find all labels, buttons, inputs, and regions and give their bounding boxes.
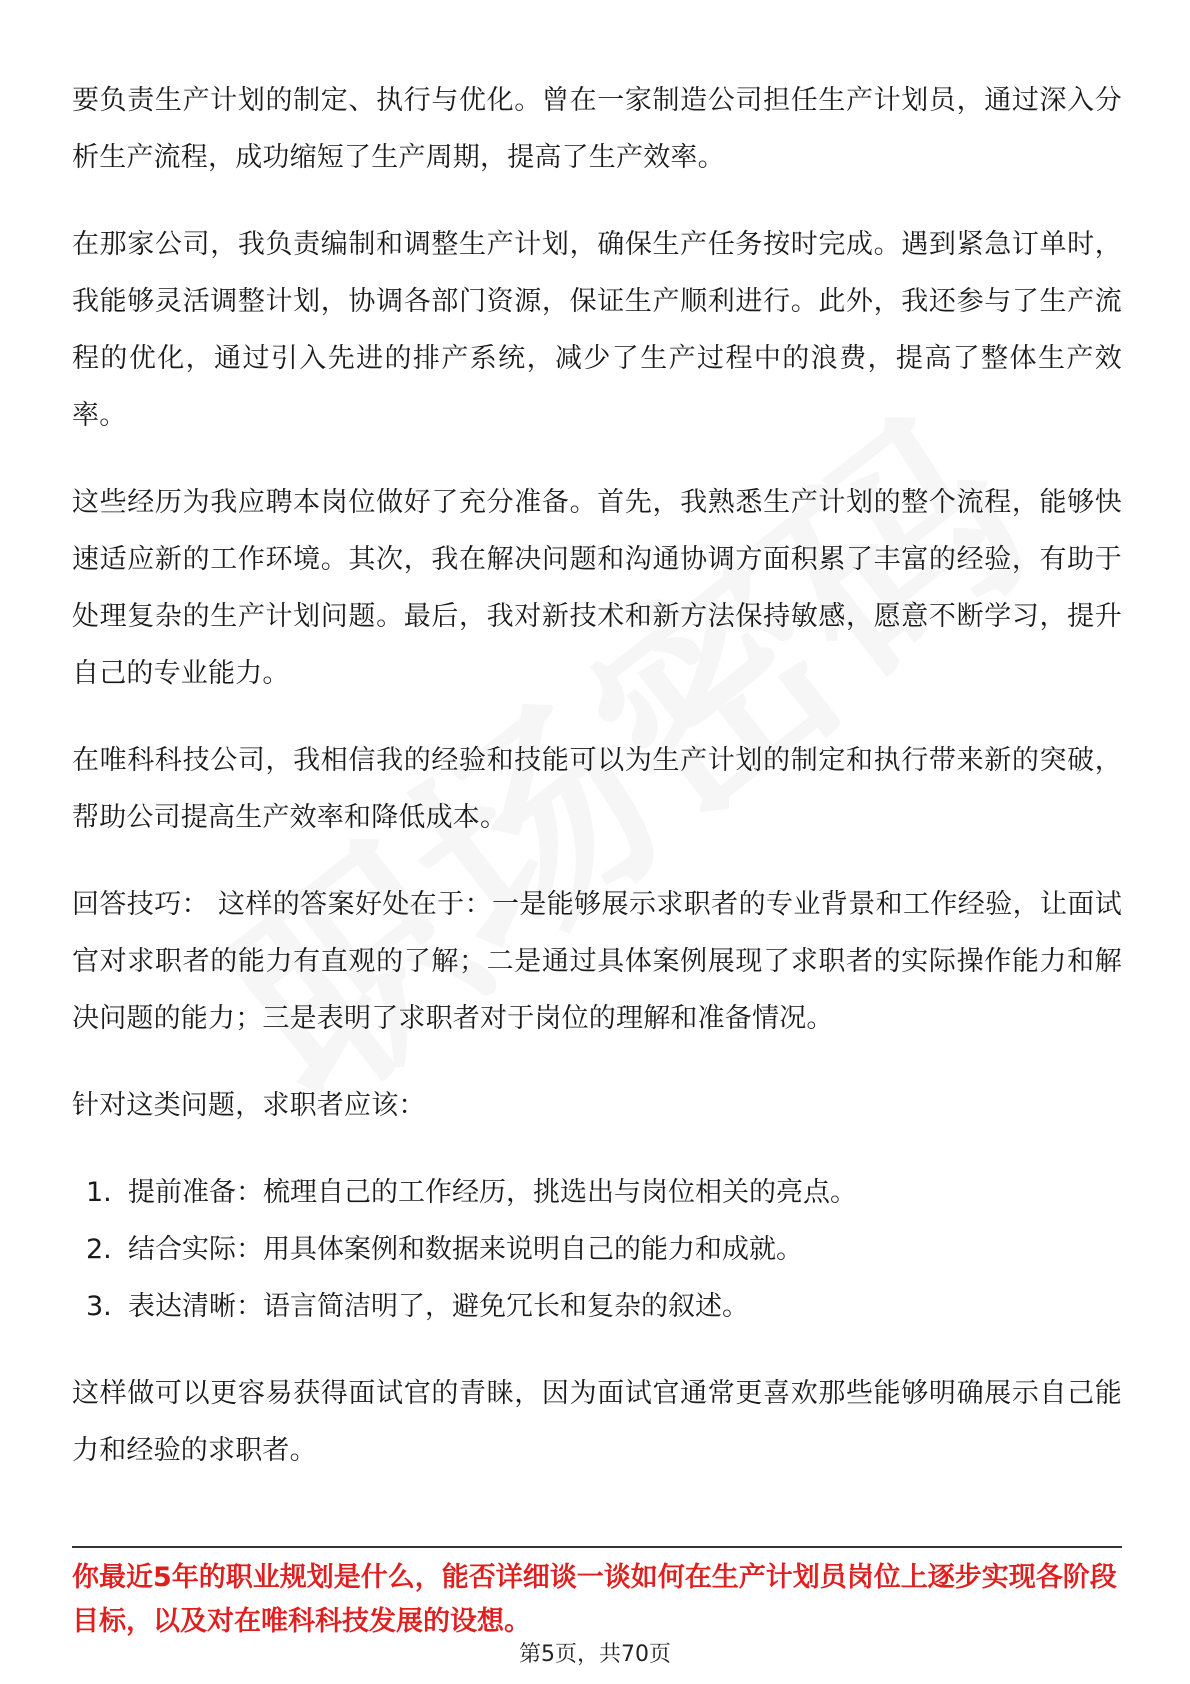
list-item-number: 3.	[86, 1291, 112, 1322]
page-number-footer: 第5页，共70页	[519, 1642, 671, 1667]
list-item-text: 提前准备：梳理自己的工作经历，挑选出与岗位相关的亮点。	[128, 1177, 857, 1208]
list-item	[72, 1278, 1122, 1335]
list-item-text: 结合实际：用具体案例和数据来说明自己的能力和成就。	[128, 1234, 803, 1265]
list-item	[72, 1164, 1122, 1221]
section-divider	[72, 1546, 1122, 1548]
paragraph-experience-intro: 要负责生产计划的制定、执行与优化。曾在一家制造公司担任生产计划员，通过深入分析生产流程，成功缩短了生产周期，提高了生产效率。	[72, 85, 1122, 173]
list-item-number: 1.	[86, 1177, 112, 1208]
paragraph-answer-tips: 回答技巧： 这样的答案好处在于：一是能够展示求职者的专业背景和工作经验，让面试官对求职者的能力有直观的了解；二是通过具体案例展现了求职者的实际操作能力和解决问题的能力；三是表明了求职者对于岗位的理解和准备情况。	[72, 889, 1122, 1034]
paragraph-preparation: 这些经历为我应聘本岗位做好了充分准备。首先，我熟悉生产计划的整个流程，能够快速适应新的工作环境。其次，我在解决问题和沟通协调方面积累了丰富的经验，有助于处理复杂的生产计划问题。最后，我对新技术和新方法保持敏感，愿意不断学习，提升自己的专业能力。	[72, 487, 1122, 689]
paragraph-company-fit: 在唯科科技公司，我相信我的经验和技能可以为生产计划的制定和执行带来新的突破，帮助公司提高生产效率和降低成本。	[72, 745, 1122, 833]
paragraph-closing: 这样做可以更容易获得面试官的青睐，因为面试官通常更喜欢那些能够明确展示自己能力和经验的求职者。	[72, 1378, 1122, 1466]
paragraph-advice-intro: 针对这类问题，求职者应该：	[72, 1090, 426, 1121]
list-item	[72, 1221, 1122, 1278]
next-question-heading: 你最近5年的职业规划是什么，能否详细谈一谈如何在生产计划员岗位上逐步实现各阶段目标，以及对在唯科科技发展的设想。	[72, 1562, 1117, 1637]
answer-content	[72, 72, 1122, 1509]
tips-list	[72, 1164, 1122, 1335]
list-item-text: 表达清晰：语言简洁明了，避免冗长和复杂的叙述。	[128, 1291, 749, 1322]
list-item-number: 2.	[86, 1234, 112, 1265]
paragraph-experience-detail: 在那家公司，我负责编制和调整生产计划，确保生产任务按时完成。遇到紧急订单时，我能够灵活调整计划，协调各部门资源，保证生产顺利进行。此外，我还参与了生产流程的优化，通过引入先进的排产系统，减少了生产过程中的浪费，提高了整体生产效率。	[72, 229, 1122, 431]
